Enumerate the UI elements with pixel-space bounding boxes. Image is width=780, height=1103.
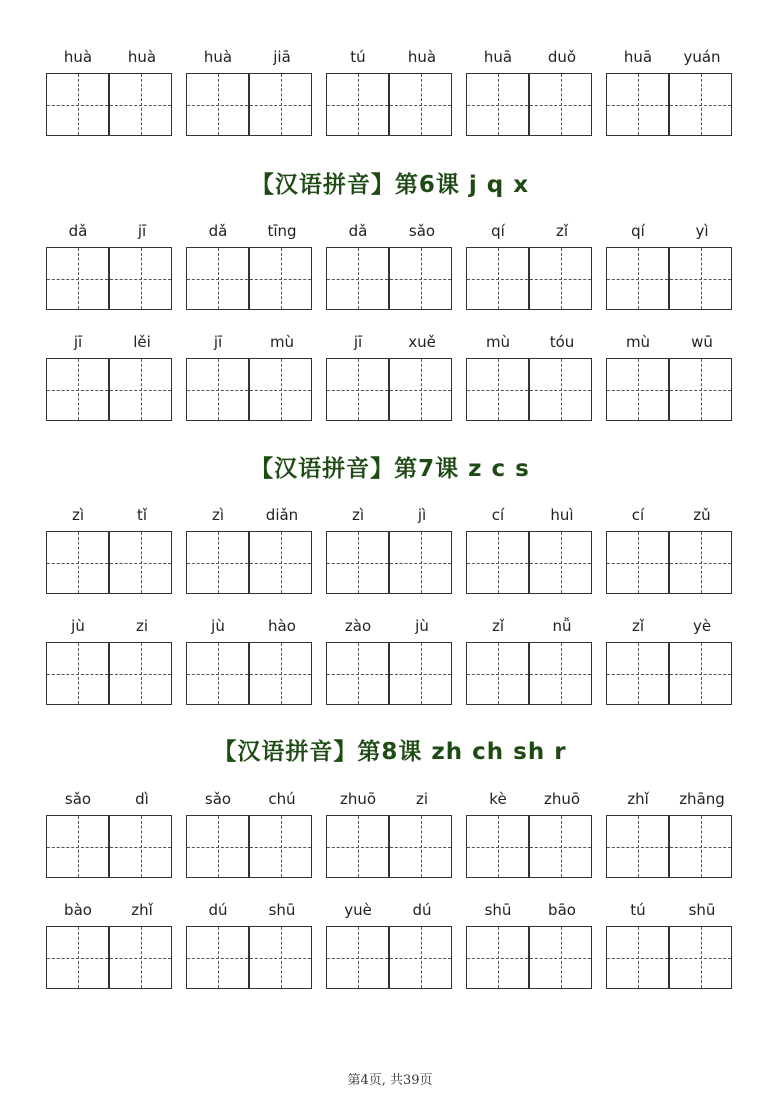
pinyin-syllable: dǎ xyxy=(68,222,88,240)
word-cell xyxy=(186,615,314,715)
tian-grid-box[interactable] xyxy=(529,815,592,878)
tian-grid-box[interactable] xyxy=(326,247,389,310)
pinyin-syllable: huā xyxy=(483,48,513,66)
word-cell xyxy=(186,220,314,320)
tian-grid-box[interactable] xyxy=(186,815,249,878)
word-cell xyxy=(606,899,734,999)
pinyin-syllable: cí xyxy=(491,506,505,524)
word-cell xyxy=(46,788,174,888)
pinyin-syllable: wū xyxy=(691,333,713,351)
tian-grid-box[interactable] xyxy=(466,815,529,878)
pinyin-syllable: shū xyxy=(484,901,512,919)
pinyin-syllable: zhǐ xyxy=(131,901,153,919)
tian-grid-box[interactable] xyxy=(466,73,529,136)
tian-grid-box[interactable] xyxy=(186,642,249,705)
pinyin-syllable: zì xyxy=(211,506,225,524)
pinyin-syllable: qí xyxy=(491,222,505,240)
tian-grid-box[interactable] xyxy=(606,358,669,421)
pinyin-syllable: dǎ xyxy=(208,222,228,240)
word-cell xyxy=(606,615,734,715)
pinyin-syllable: zi xyxy=(415,790,429,808)
pinyin-syllable: dú xyxy=(208,901,228,919)
tian-grid-box[interactable] xyxy=(109,642,172,705)
word-cell xyxy=(326,788,454,888)
tian-grid-box[interactable] xyxy=(46,926,109,989)
tian-grid-box[interactable] xyxy=(109,926,172,989)
word-cell xyxy=(466,504,594,604)
pinyin-syllable: zì xyxy=(71,506,85,524)
tian-grid-box[interactable] xyxy=(249,73,312,136)
tian-grid-box[interactable] xyxy=(109,247,172,310)
tian-grid-box[interactable] xyxy=(109,73,172,136)
word-cell xyxy=(466,220,594,320)
pinyin-syllable: zǐ xyxy=(555,222,569,240)
lesson-title: 【汉语拼音】第7课 z c s xyxy=(250,456,530,482)
tian-grid-box[interactable] xyxy=(606,531,669,594)
tian-grid-box[interactable] xyxy=(186,926,249,989)
pinyin-syllable: sǎo xyxy=(204,790,232,808)
word-cell xyxy=(326,899,454,999)
tian-grid-box[interactable] xyxy=(606,815,669,878)
word-list xyxy=(46,788,736,888)
tian-grid-box[interactable] xyxy=(249,642,312,705)
word-list xyxy=(46,504,736,604)
lesson-title: 【汉语拼音】第8课 zh ch sh r xyxy=(213,739,567,765)
word-cell xyxy=(606,504,734,604)
tian-grid-box[interactable] xyxy=(669,815,732,878)
pinyin-syllable: bāo xyxy=(548,901,576,919)
pinyin-syllable: mù xyxy=(625,333,651,351)
pinyin-syllable: bào xyxy=(64,901,92,919)
pinyin-syllable: tú xyxy=(350,48,366,66)
pinyin-syllable: zhǐ xyxy=(627,790,649,808)
pinyin-syllable: huā xyxy=(623,48,653,66)
pinyin-syllable: huà xyxy=(127,48,157,66)
word-cell xyxy=(606,46,734,146)
tian-grid-box[interactable] xyxy=(186,73,249,136)
tian-grid-box[interactable] xyxy=(389,642,452,705)
word-cell xyxy=(46,899,174,999)
tian-grid-box[interactable] xyxy=(389,358,452,421)
tian-grid-box[interactable] xyxy=(326,73,389,136)
tian-grid-box[interactable] xyxy=(109,815,172,878)
tian-grid-box[interactable] xyxy=(529,531,592,594)
pinyin-syllable: mù xyxy=(269,333,295,351)
tian-grid-box[interactable] xyxy=(389,73,452,136)
tian-grid-box[interactable] xyxy=(326,926,389,989)
word-list xyxy=(46,220,736,320)
word-list xyxy=(46,46,736,146)
tian-grid-box[interactable] xyxy=(669,531,732,594)
word-cell xyxy=(46,46,174,146)
tian-grid-box[interactable] xyxy=(109,358,172,421)
pinyin-syllable: jù xyxy=(415,617,429,635)
pinyin-syllable: huà xyxy=(407,48,437,66)
pinyin-syllable: yuè xyxy=(344,901,372,919)
tian-grid-box[interactable] xyxy=(529,247,592,310)
tian-grid-box[interactable] xyxy=(46,247,109,310)
pinyin-syllable: jī xyxy=(137,222,147,240)
word-cell xyxy=(466,899,594,999)
word-cell xyxy=(46,331,174,431)
tian-grid-box[interactable] xyxy=(606,642,669,705)
tian-grid-box[interactable] xyxy=(249,815,312,878)
tian-grid-box[interactable] xyxy=(326,358,389,421)
pinyin-syllable: jī xyxy=(353,333,363,351)
pinyin-row xyxy=(0,615,780,715)
tian-grid-box[interactable] xyxy=(669,247,732,310)
pinyin-syllable: zhuō xyxy=(543,790,581,808)
tian-grid-box[interactable] xyxy=(529,926,592,989)
word-cell xyxy=(326,46,454,146)
pinyin-row xyxy=(0,899,780,999)
pinyin-syllable: jù xyxy=(71,617,85,635)
tian-grid-box[interactable] xyxy=(606,926,669,989)
pinyin-syllable: zì xyxy=(351,506,365,524)
tian-grid-box[interactable] xyxy=(46,642,109,705)
pinyin-syllable: zi xyxy=(135,617,149,635)
word-cell xyxy=(186,46,314,146)
tian-grid-box[interactable] xyxy=(466,358,529,421)
tian-grid-box[interactable] xyxy=(529,73,592,136)
pinyin-syllable: shū xyxy=(268,901,296,919)
word-cell xyxy=(466,615,594,715)
tian-grid-box[interactable] xyxy=(46,73,109,136)
tian-grid-box[interactable] xyxy=(46,815,109,878)
pinyin-syllable: zǐ xyxy=(491,617,505,635)
tian-grid-box[interactable] xyxy=(186,247,249,310)
pinyin-row xyxy=(0,788,780,888)
pinyin-syllable: jiā xyxy=(273,48,291,66)
tian-grid-box[interactable] xyxy=(466,247,529,310)
pinyin-syllable: sǎo xyxy=(408,222,436,240)
pinyin-syllable: mù xyxy=(485,333,511,351)
tian-grid-box[interactable] xyxy=(249,247,312,310)
pinyin-syllable: huì xyxy=(550,506,574,524)
word-cell xyxy=(326,504,454,604)
tian-grid-box[interactable] xyxy=(249,531,312,594)
pinyin-syllable: duǒ xyxy=(547,48,577,66)
word-cell xyxy=(186,331,314,431)
word-cell xyxy=(606,788,734,888)
pinyin-syllable: shū xyxy=(688,901,716,919)
pinyin-syllable: tú xyxy=(630,901,646,919)
word-cell xyxy=(186,899,314,999)
pinyin-syllable: yuán xyxy=(683,48,721,66)
tian-grid-box[interactable] xyxy=(466,926,529,989)
tian-grid-box[interactable] xyxy=(389,531,452,594)
pinyin-syllable: jī xyxy=(213,333,223,351)
tian-grid-box[interactable] xyxy=(46,358,109,421)
pinyin-syllable: diǎn xyxy=(265,506,299,524)
tian-grid-box[interactable] xyxy=(669,926,732,989)
pinyin-row xyxy=(0,504,780,604)
tian-grid-box[interactable] xyxy=(669,642,732,705)
pinyin-syllable: zhāng xyxy=(679,790,725,808)
pinyin-syllable: tǐ xyxy=(136,506,148,524)
pinyin-syllable: tóu xyxy=(549,333,575,351)
word-cell xyxy=(606,331,734,431)
word-cell xyxy=(326,220,454,320)
pinyin-syllable: tīng xyxy=(267,222,297,240)
lesson-title: 【汉语拼音】第6课 j q x xyxy=(250,172,530,198)
pinyin-syllable: huà xyxy=(203,48,233,66)
tian-grid-box[interactable] xyxy=(389,926,452,989)
pinyin-row xyxy=(0,331,780,431)
pinyin-syllable: huà xyxy=(63,48,93,66)
pinyin-syllable: xuě xyxy=(408,333,436,351)
tian-grid-box[interactable] xyxy=(249,926,312,989)
word-cell xyxy=(466,788,594,888)
tian-grid-box[interactable] xyxy=(466,531,529,594)
word-cell xyxy=(326,615,454,715)
word-list xyxy=(46,899,736,999)
pinyin-syllable: zào xyxy=(344,617,372,635)
tian-grid-box[interactable] xyxy=(466,642,529,705)
word-cell xyxy=(466,331,594,431)
pinyin-row xyxy=(0,46,780,146)
word-cell xyxy=(46,220,174,320)
pinyin-syllable: dǎ xyxy=(348,222,368,240)
tian-grid-box[interactable] xyxy=(186,531,249,594)
pinyin-syllable: dú xyxy=(412,901,432,919)
pinyin-syllable: hào xyxy=(268,617,296,635)
tian-grid-box[interactable] xyxy=(186,358,249,421)
word-list xyxy=(46,615,736,715)
tian-grid-box[interactable] xyxy=(606,247,669,310)
word-list xyxy=(46,331,736,431)
pinyin-syllable: cí xyxy=(631,506,645,524)
pinyin-syllable: sǎo xyxy=(64,790,92,808)
word-cell xyxy=(46,504,174,604)
tian-grid-box[interactable] xyxy=(326,531,389,594)
pinyin-syllable: nǚ xyxy=(552,617,572,635)
tian-grid-box[interactable] xyxy=(326,815,389,878)
tian-grid-box[interactable] xyxy=(109,531,172,594)
pinyin-syllable: kè xyxy=(489,790,507,808)
tian-grid-box[interactable] xyxy=(389,815,452,878)
page-footer: 第4页, 共39页 xyxy=(347,1073,433,1088)
pinyin-syllable: zǔ xyxy=(693,506,711,524)
pinyin-syllable: jù xyxy=(211,617,225,635)
tian-grid-box[interactable] xyxy=(669,73,732,136)
tian-grid-box[interactable] xyxy=(46,531,109,594)
tian-grid-box[interactable] xyxy=(529,642,592,705)
pinyin-syllable: dì xyxy=(135,790,149,808)
tian-grid-box[interactable] xyxy=(326,642,389,705)
pinyin-row xyxy=(0,220,780,320)
pinyin-syllable: zhuō xyxy=(339,790,377,808)
word-cell xyxy=(46,615,174,715)
tian-grid-box[interactable] xyxy=(389,247,452,310)
pinyin-syllable: qí xyxy=(631,222,645,240)
tian-grid-box[interactable] xyxy=(249,358,312,421)
pinyin-syllable: lěi xyxy=(133,333,151,351)
word-cell xyxy=(606,220,734,320)
word-cell xyxy=(466,46,594,146)
word-cell xyxy=(186,788,314,888)
word-cell xyxy=(186,504,314,604)
pinyin-syllable: yè xyxy=(692,617,712,635)
tian-grid-box[interactable] xyxy=(669,358,732,421)
pinyin-syllable: jì xyxy=(417,506,427,524)
tian-grid-box[interactable] xyxy=(529,358,592,421)
pinyin-syllable: yì xyxy=(695,222,709,240)
pinyin-syllable: zǐ xyxy=(631,617,645,635)
word-cell xyxy=(326,331,454,431)
pinyin-syllable: jī xyxy=(73,333,83,351)
tian-grid-box[interactable] xyxy=(606,73,669,136)
pinyin-syllable: chú xyxy=(268,790,296,808)
